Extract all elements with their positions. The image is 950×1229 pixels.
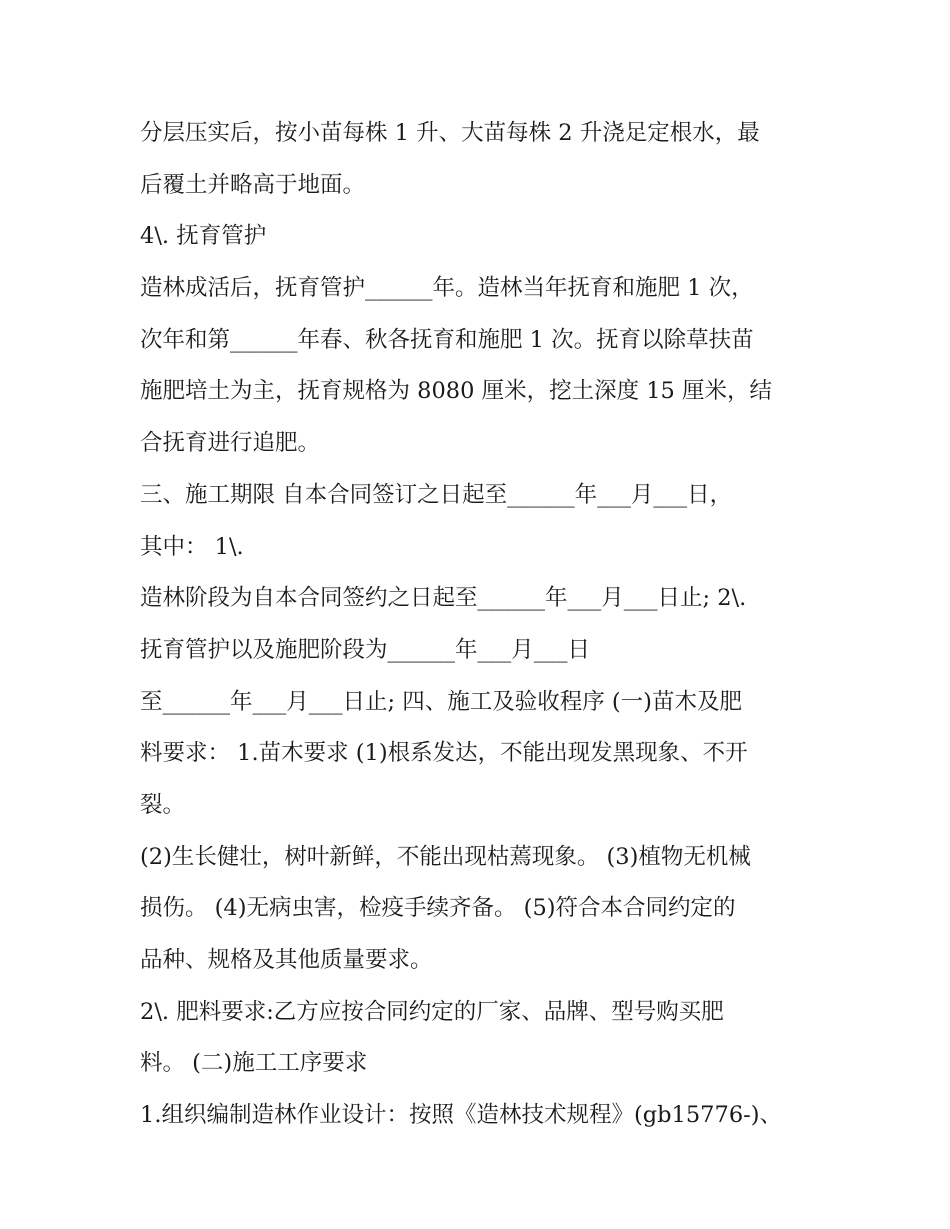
text-line: (2)生长健壮，树叶新鲜，不能出现枯蔫现象。 (3)植物无机械	[140, 843, 751, 870]
text-line: 1.组织编制造林作业设计：按照《造林技术规程》(gb15776-)、	[140, 1102, 783, 1129]
text-line: 其中： 1\.	[140, 533, 244, 560]
text-line: 料。 (二)施工工序要求	[140, 1050, 368, 1077]
text-line: 裂。	[140, 791, 186, 818]
text-line: 合抚育进行追肥。	[140, 430, 321, 457]
text-line: 品种、规格及其他质量要求。	[140, 947, 433, 973]
text-line: 次年和第______年春、秋各抚育和施肥 1 次。抚育以除草扶苗	[140, 326, 754, 353]
text-line: 后覆土并略高于地面。	[140, 171, 366, 198]
text-line: 三、施工期限 自本合同签订之日起至______年___月___日，	[140, 481, 733, 508]
text-line: 2\. 肥料要求:乙方应按合同约定的厂家、品牌、型号购买肥	[140, 998, 724, 1025]
text-line: 损伤。 (4)无病虫害，检疫手续齐备。 (5)符合本合同约定的	[140, 895, 736, 922]
text-line: 造林阶段为自本合同签约之日起至______年___月___日止; 2\.	[140, 585, 747, 612]
text-line: 料要求： 1.苗木要求 (1)根系发达，不能出现发黑现象、不开	[140, 740, 748, 767]
text-line: 造林成活后，抚育管护______年。造林当年抚育和施肥 1 次，	[140, 275, 754, 302]
section-heading: 4\. 抚育管护	[140, 223, 267, 250]
text-line: 施肥培土为主，抚育规格为 8080 厘米，挖土深度 15 厘米，结	[140, 378, 773, 405]
text-line: 抚育管护以及施肥阶段为______年___月___日	[140, 636, 591, 663]
text-line: 至______年___月___日止; 四、施工及验收程序 (一)苗木及肥	[140, 688, 742, 715]
document-body	[140, 108, 812, 1142]
text-line: 分层压实后，按小苗每株 1 升、大苗每株 2 升浇足定根水，最	[140, 120, 760, 146]
